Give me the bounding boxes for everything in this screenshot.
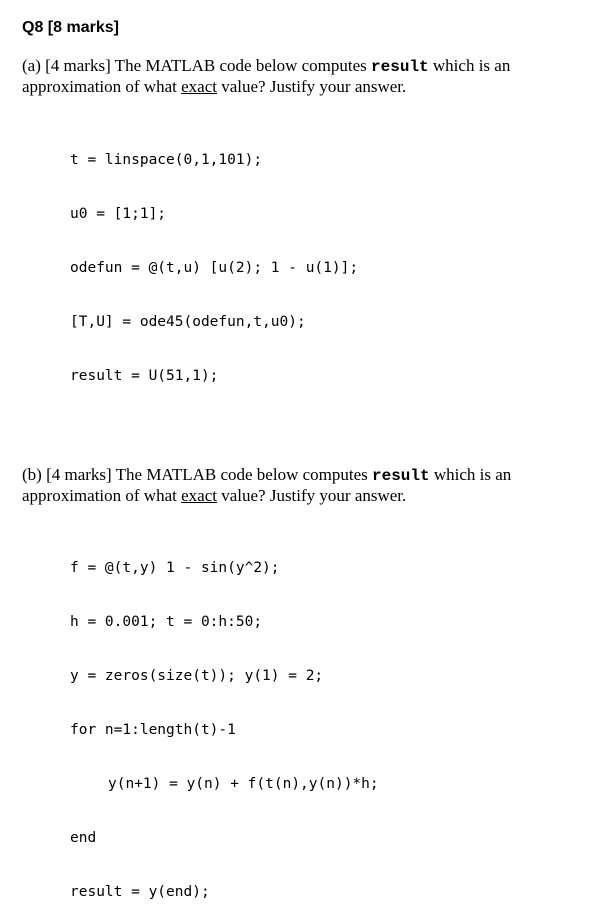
code-line: result = y(end); (70, 884, 210, 900)
part-a-exact-underlined: exact (181, 77, 217, 96)
code-line: y = zeros(size(t)); y(1) = 2; (70, 668, 324, 684)
part-a-suffix: value? Justify your answer. (216, 77, 407, 96)
code-line-loop-body: y(n+1) = y(n) + f(t(n),y(n))*h; (108, 776, 379, 792)
part-b-prefix: (b) [4 marks] The MATLAB code below computes (22, 465, 372, 484)
code-line: [T,U] = ode45(odefun,t,u0); (70, 314, 306, 330)
part-a-middle: which is an approximation of what (22, 56, 511, 96)
code-line: t = linspace(0,1,101); (70, 152, 263, 168)
part-b-result-keyword: result (372, 467, 430, 485)
part-b-suffix: value? Justify your answer. (216, 486, 407, 505)
code-line: end (70, 830, 97, 846)
part-a-prefix: (a) [4 marks] The MATLAB code below computes (22, 56, 372, 75)
question-heading: Q8 [8 marks] (22, 19, 119, 36)
code-line: result = U(51,1); (70, 368, 219, 384)
part-b-exact-underlined: exact (181, 486, 217, 505)
part-b-middle: which is an approximation of what (22, 465, 512, 505)
code-line: for n=1:length(t)-1 (70, 722, 236, 738)
code-line: u0 = [1;1]; (70, 206, 167, 222)
part-b-question (22, 465, 592, 506)
code-line: f = @(t,y) 1 - sin(y^2); (70, 560, 280, 576)
part-a-code-block (70, 115, 358, 403)
part-a-question (22, 56, 592, 97)
code-line: odefun = @(t,u) [u(2); 1 - u(1)]; (70, 260, 359, 276)
part-b-code-block (70, 523, 379, 919)
code-line: h = 0.001; t = 0:h:50; (70, 614, 263, 630)
part-a-result-keyword: result (371, 58, 429, 76)
